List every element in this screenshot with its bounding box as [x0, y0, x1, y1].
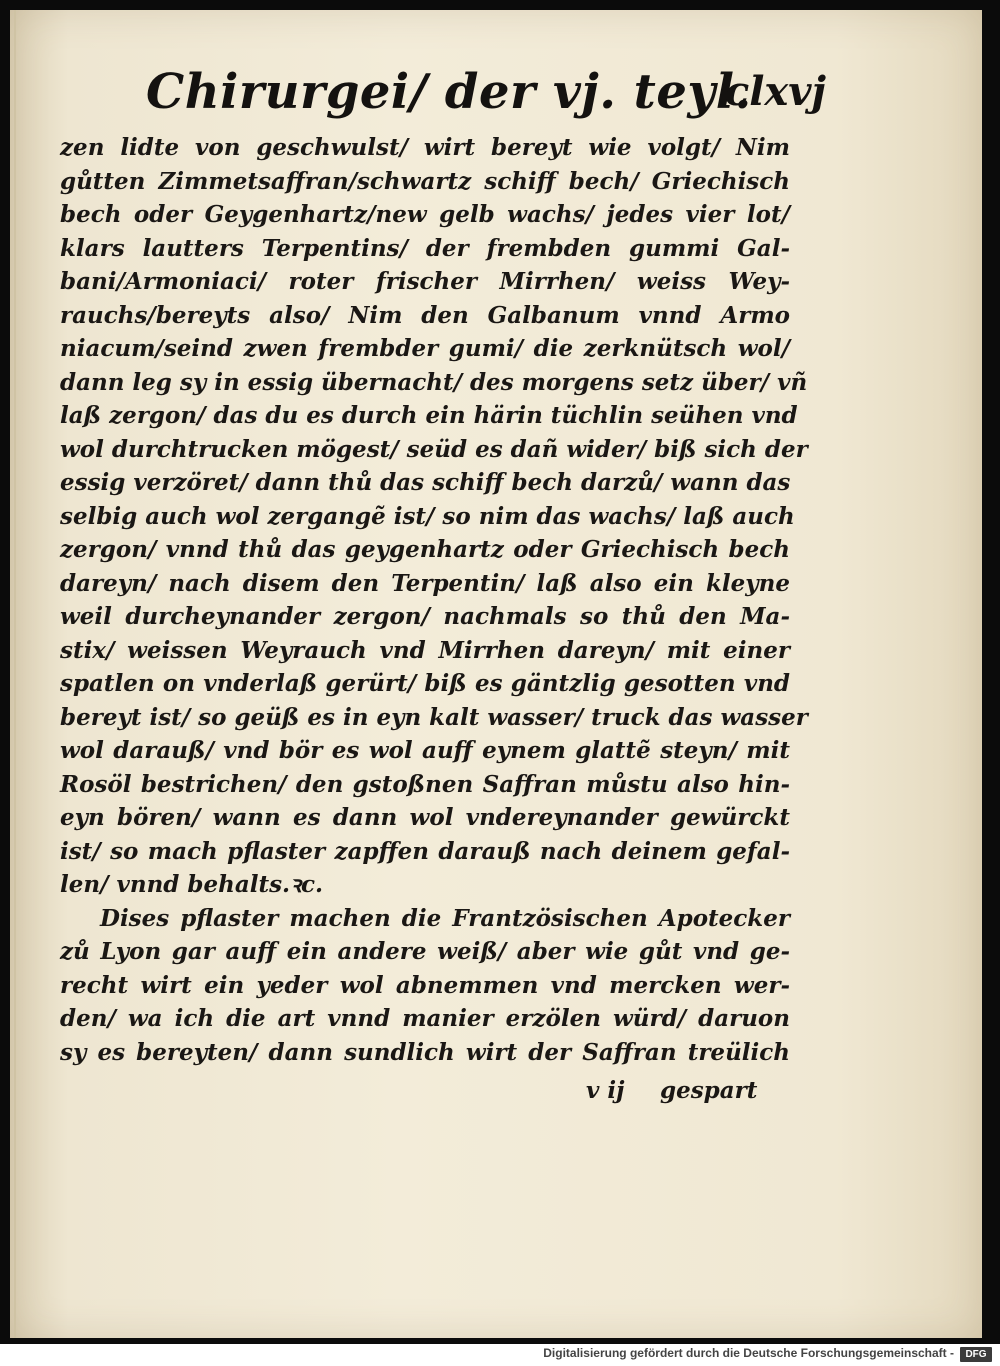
- text-line: eyn bören/ wann es dann wol vndereynander gewürckt: [60, 804, 790, 831]
- text-line: den/ wa ich die art vnnd manier erzölen würd/ daruon: [60, 1005, 790, 1032]
- text-line: bech oder Geygenhartz/new gelb wachs/ jedes vier lot/: [60, 201, 790, 228]
- text-line: dann leg sy in essig übernacht/ des morgens setz über/ vñ: [60, 368, 808, 396]
- text-line: bani/Armoniaci/ roter frischer Mirrhen/ weiss Wey-: [60, 268, 790, 295]
- text-line: spatlen on vnderlaß gerürt/ biß es gäntzlig gesotten vnd: [60, 670, 790, 697]
- text-line: zů Lyon gar auff ein andere weiß/ aber wie gůt vnd ge-: [60, 938, 790, 965]
- signature-mark: v ij: [586, 1077, 625, 1104]
- text-line: laß zergon/ das du es durch ein härin tüchlin seühen vnd: [60, 402, 798, 429]
- text-line: recht wirt ein yeder wol abnemmen vnd mercken wer-: [60, 971, 790, 999]
- folio-number: clxvj: [724, 68, 826, 115]
- body-text: [60, 131, 808, 1069]
- text-line: Dises pflaster machen die Frantzösischen Apotecker: [100, 904, 790, 932]
- text-line: essig verzöret/ dann thů das schiff bech darzů/ wann das: [60, 469, 791, 496]
- catchword: gespart: [660, 1077, 758, 1104]
- text-line: stix/ weissen Weyrauch vnd Mirrhen dareyn/ mit einer: [60, 636, 790, 664]
- footer-credit: Digitalisierung gefördert durch die Deutsche Forschungsgemeinschaft -: [543, 1346, 954, 1360]
- text-line: niacum/seind zwen frembder gumi/ die zerknütsch wol/: [60, 335, 790, 362]
- text-line: selbig auch wol zergangẽ ist/ so nim das wachs/ laß auch: [60, 502, 795, 530]
- text-line: zergon/ vnnd thů das geygenhartz oder Griechisch bech: [60, 536, 790, 563]
- text-line: klars lautters Terpentins/ der frembden gummi Gal-: [60, 234, 790, 262]
- text-line: wol darauß/ vnd bör es wol auff eynem glattẽ steyn/ mit: [60, 737, 790, 764]
- page-gutter-edge: [14, 10, 16, 1338]
- text-line: gůtten Zimmetsaffran/schwartz schiff bech/ Griechisch: [60, 167, 790, 195]
- running-title: Chirurgei/ der vj. teyl.: [146, 64, 752, 120]
- text-line: weil durcheynander zergon/ nachmals so thů den Ma-: [60, 603, 790, 630]
- text-line: zen lidte von geschwulst/ wirt bereyt wie volgt/ Nim: [60, 134, 790, 161]
- digitization-footer: [0, 1344, 1000, 1366]
- text-line: dareyn/ nach disem den Terpentin/ laß also ein kleyne: [60, 569, 790, 597]
- text-line: wol durchtrucken mögest/ seüd es dañ wider/ biß sich der: [60, 435, 808, 463]
- dfg-logo: DFG: [960, 1347, 992, 1362]
- text-line: len/ vnnd behalts.ꝛc.: [60, 871, 323, 898]
- text-line: sy es bereyten/ dann sundlich wirt der Saffran treülich: [60, 1038, 790, 1066]
- signature-line: [580, 1077, 790, 1111]
- text-line: Rosöl bestrichen/ den gstoßnen Saffran můstu also hin-: [60, 770, 790, 798]
- running-head: [146, 58, 826, 138]
- text-line: bereyt ist/ so geüß es in eyn kalt wasser/ truck das wasser: [60, 703, 808, 731]
- text-line: ist/ so mach pflaster zapffen darauß nach deinem gefal-: [60, 837, 790, 865]
- text-line: rauchs/bereyts also/ Nim den Galbanum vnnd Armo: [60, 301, 790, 329]
